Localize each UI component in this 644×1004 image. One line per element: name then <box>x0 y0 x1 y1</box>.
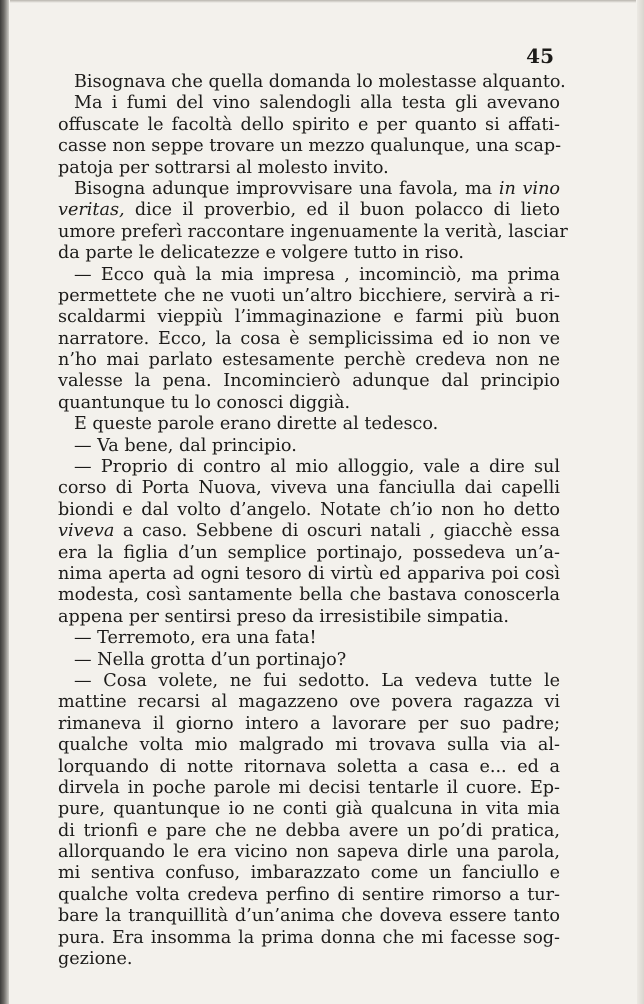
text-line: permettete che ne vuoti un’altro bicchiere, servirà a ri- <box>58 285 560 306</box>
text-line: lorquando di notte ritornava soletta a casa e... ed a <box>58 756 560 777</box>
text-line: quantunque tu lo conosci diggià. <box>58 392 351 413</box>
text-line: patoja per sottrarsi al molesto invito. <box>58 157 389 178</box>
text-line: rimaneva il giorno intero a lavorare per suo padre; <box>58 713 560 734</box>
text-line: qualche volta mio malgrado mi trovava sulla via al- <box>58 735 560 756</box>
text-line: — Nella grotta d’un portinajo? <box>74 649 347 670</box>
text-line: — Va bene, dal principio. <box>74 435 297 456</box>
page-top-edge <box>10 0 636 3</box>
text-line: casse non seppe trovare un mezzo qualunque, una scap- <box>58 136 562 157</box>
text-line: bare la tranquillità d’un’anima che doveva essere tanto <box>58 906 560 927</box>
text-line: n’ho mai parlato estesamente perchè credeva non ne <box>58 350 560 371</box>
text-line: umore preferì raccontare ingenuamente la verità, lasciar <box>58 221 568 242</box>
text-line: narratore. Ecco, la cosa è semplicissima ed io non ve <box>58 328 560 349</box>
text-line: nima aperta ad ogni tesoro di virtù ed appariva poi così <box>58 563 560 584</box>
text-line: era la figlia d’un semplice portinajo, possedeva un’a- <box>58 542 560 563</box>
text-line: allorquando le era vicino non sapeva dirle una parola, <box>58 842 560 863</box>
book-spine-shadow <box>0 0 9 1004</box>
page-edge <box>637 0 644 1004</box>
text-line: — Cosa volete, ne fui sedotto. La vedeva tutte le <box>74 670 560 691</box>
text-line: mi sentiva confuso, imbarazzato come un fanciullo e <box>58 863 560 884</box>
text-line: valesse la pena. Incomincierò adunque dal principio <box>58 371 560 392</box>
text-line: — Ecco quà la mia impresa , incominciò, ma prima <box>74 264 560 285</box>
text-line: mattine recarsi al magazzeno ove povera ragazza vi <box>58 692 560 713</box>
text-line: Ma i fumi del vino salendogli alla testa gli avevano <box>74 93 560 114</box>
text-line: qualche volta credeva perfino di sentire rimorso a tur- <box>58 884 560 905</box>
page-number: 45 <box>526 44 554 68</box>
text-line: di trionfi e pare che ne debba avere un po’di pratica, <box>58 820 560 841</box>
text-line: modesta, così santamente bella che bastava conoscerla <box>58 585 560 606</box>
text-line: veritas, dice il proverbio, ed il buon polacco di lieto <box>58 200 560 221</box>
text-line: viveva a caso. Sebbene di oscuri natali , giacchè essa <box>58 521 560 542</box>
text-line: gezione. <box>58 949 133 970</box>
text-line: scaldarmi vieppiù l’immaginazione e farmi più buon <box>58 307 560 328</box>
text-line: — Proprio di contro al mio alloggio, vale a dire sul <box>74 457 560 478</box>
text-line: appena per sentirsi preso da irresistibile simpatia. <box>58 606 509 627</box>
text-line: biondi e dal volto d’angelo. Notate ch’io non ho detto <box>58 499 560 520</box>
text-line: Bisognava che quella domanda lo molestasse alquanto. <box>74 72 566 92</box>
text-line: offuscate le facoltà dello spirito e per quanto si affati- <box>58 114 560 135</box>
text-line: dirvela in poche parole mi decisi tentarle il cuore. Ep- <box>58 777 560 798</box>
text-line: corso di Porta Nuova, viveva una fanciulla dai capelli <box>58 478 560 499</box>
text-line: da parte le delicatezze e volgere tutto in riso. <box>58 243 464 264</box>
text-line: pure, quantunque io ne conti già qualcuna in vita mia <box>58 799 560 820</box>
text-line: — Terremoto, era una fata! <box>74 628 317 649</box>
text-line: Bisogna adunque improvvisare una favola, ma in vino <box>74 178 560 199</box>
text-line: E queste parole erano dirette al tedesco. <box>74 414 439 435</box>
body-text <box>58 72 568 970</box>
text-line: pura. Era insomma la prima donna che mi facesse sog- <box>58 927 560 948</box>
